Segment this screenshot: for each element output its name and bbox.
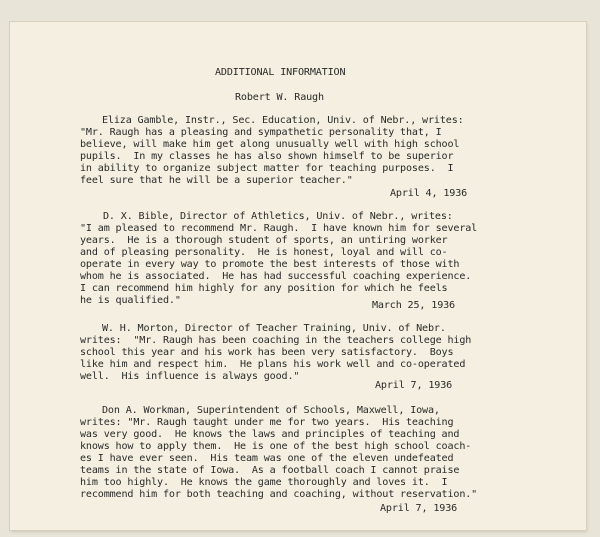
- letter-3-line: school this year and his work has been very satisfactory. Boys: [80, 347, 454, 358]
- letter-1-line: believe, will make him get along unusually well with high school: [80, 139, 460, 150]
- letter-4-line: teams in the state of Iowa. As a football coach I cannot praise: [80, 465, 460, 476]
- letter-2-line: and of pleasing personality. He is honest, loyal and will co-: [80, 247, 448, 258]
- letter-2-line: "I am pleased to recommend Mr. Raugh. I have known him for several: [80, 223, 478, 234]
- letter-2-line: I can recommend him highly for any position for which he feels: [80, 283, 448, 294]
- letter-2-attribution: D. X. Bible, Director of Athletics, Univ. of Nebr., writes:: [103, 211, 453, 222]
- letter-3-line: well. His influence is always good.": [80, 371, 300, 382]
- letter-1-date: April 4, 1936: [390, 188, 468, 199]
- letter-3-line: like him and respect him. He plans his work well and co-operated: [80, 359, 466, 370]
- letter-2-line: years. He is a thorough student of sports, an untiring worker: [80, 235, 448, 246]
- letter-4-line: was very good. He knows the laws and principles of teaching and: [80, 429, 460, 440]
- letter-4-line: him too highly. He knows the game thoroughly and loves it. I: [80, 477, 448, 488]
- letter-2-line: he is qualified.": [80, 295, 181, 306]
- letter-3-line: writes: "Mr. Raugh has been coaching in the teachers college high: [80, 335, 472, 346]
- letter-2-date: March 25, 1936: [372, 300, 455, 311]
- letter-4-line: es I have ever seen. His team was one of the eleven undefeated: [80, 453, 454, 464]
- letter-4-line: writes: "Mr. Raugh taught under me for two years. His teaching: [80, 417, 454, 428]
- letter-1-line: "Mr. Raugh has a pleasing and sympathetic personality that, I: [80, 127, 442, 138]
- letter-4-date: April 7, 1936: [380, 503, 458, 514]
- letter-4-line: recommend him for both teaching and coaching, without reservation.": [80, 489, 478, 500]
- letter-4-attribution: Don A. Workman, Superintendent of Schools, Maxwell, Iowa,: [102, 405, 440, 416]
- letter-1-line: feel sure that he will be a superior teacher.": [80, 175, 353, 186]
- letter-3-attribution: W. H. Morton, Director of Teacher Training, Univ. of Nebr.: [102, 323, 446, 334]
- letter-2-line: whom he is associated. He has had successful coaching experience.: [80, 271, 472, 282]
- letter-1-attribution: Eliza Gamble, Instr., Sec. Education, Univ. of Nebr., writes:: [102, 115, 464, 126]
- letter-3-date: April 7, 1936: [375, 380, 453, 391]
- subject-name: Robert W. Raugh: [235, 92, 324, 103]
- letter-2-line: operate in every way to promote the best interests of those with: [80, 259, 460, 270]
- document-heading: ADDITIONAL INFORMATION: [215, 67, 346, 78]
- letter-4-line: knows how to apply them. He is one of the best high school coach-: [80, 441, 472, 452]
- letter-1-line: pupils. In my classes he has also shown himself to be superior: [80, 151, 454, 162]
- letter-1-line: in ability to organize subject matter for teaching purposes. I: [80, 163, 454, 174]
